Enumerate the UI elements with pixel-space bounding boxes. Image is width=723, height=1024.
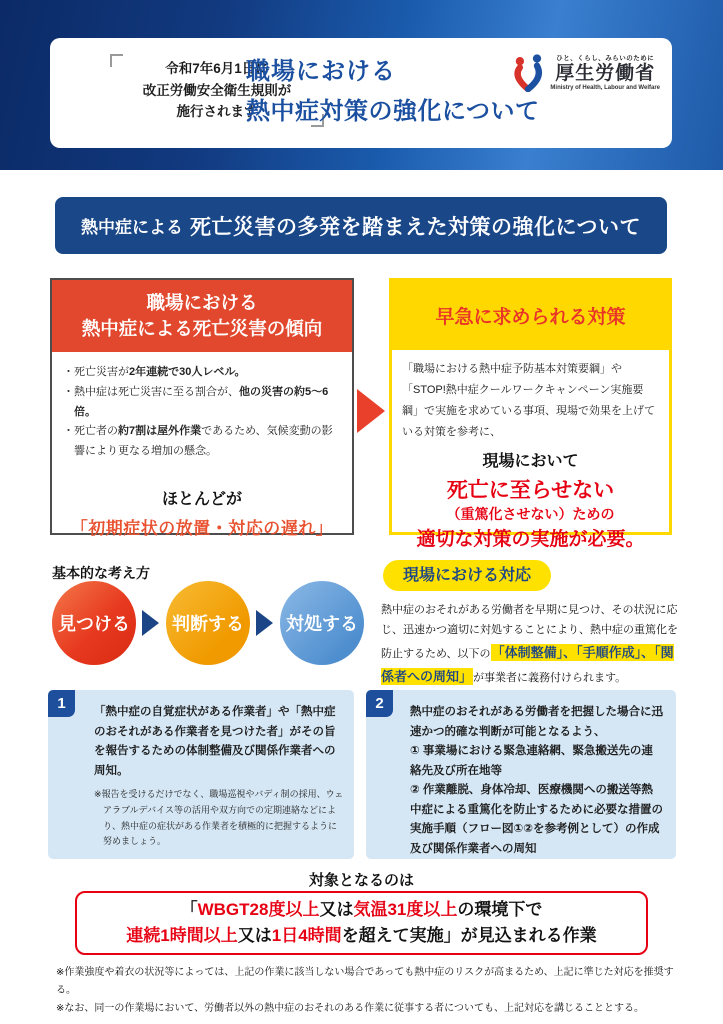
- duty-box-1: [48, 690, 354, 859]
- duty-number-badge-1: 1: [48, 690, 75, 717]
- banner-lead: 熱中症による: [80, 218, 183, 237]
- notice-line2: 改正労働安全衛生規則が: [142, 82, 292, 98]
- notice-line1: 令和7年6月1日に: [165, 61, 269, 76]
- target-line1: 「WBGT28度以上又は気温31度以上の環境下で: [180, 899, 543, 919]
- target-line2: 連続1時間以上又は1日4時間を超えて実施」が見込まれる作業: [126, 926, 597, 945]
- approach-label: 基本的な考え方: [52, 565, 150, 581]
- measures-site-label: 現場において: [482, 452, 579, 470]
- mhlw-logo: [510, 52, 660, 92]
- trend-box-title: [52, 280, 352, 352]
- trend-box-body: [52, 352, 352, 539]
- page-title-line2: 熱中症対策の強化について: [246, 97, 540, 125]
- measures-box-title: 早急に求められる対策: [392, 281, 669, 350]
- notice-line3: 施行されます: [176, 104, 258, 120]
- footnote-1: ※作業強度や着衣の状況等によっては、上記の作業に該当しない場合であっても熱中症のリスクが高まるため、上記に準じた対応を推奨する。: [56, 967, 674, 996]
- mhlw-logo-text: [550, 53, 660, 92]
- trend-bullet-3: ・死亡者の約7割は屋外作業であるため、気候変動の影響により更なる増加の懸念。: [63, 425, 333, 458]
- duty2-point-2: ② 作業離脱、身体冷却、医療機関への搬送等熱中症による重篤化を防止するために必要な措置の実施手順（フロー図①②を参考例として）の作成及び関係作業者への周知: [410, 784, 663, 855]
- obligation-paragraph: 熱中症のおそれがある労働者を早期に見つけ、その状況に応じ、迅速かつ適切に対処することにより、熱中症の重篤化を防止するため、以下の「体制整備」、「手順作成」、「関係者への周知」が事業者に義務付けられます。: [381, 604, 678, 684]
- step-circle-judge: 判断する: [166, 581, 250, 665]
- footnote-2: ※なお、同一の作業場において、労働者以外の熱中症のおそれのある作業に従事する者についても、上記対応を講じることとする。: [56, 1003, 644, 1014]
- duty2-text: [366, 690, 676, 859]
- arrow-right-icon: [357, 389, 385, 433]
- trend-title-line1: 職場における: [146, 292, 258, 314]
- header-card: [50, 38, 672, 148]
- trend-conclusion-main: 「初期症状の放置・対応の遅れ」: [70, 518, 334, 538]
- measures-red-line2: （重篤化させない）ための: [446, 505, 615, 522]
- trend-conclusion-lead: ほとんどが: [161, 490, 242, 508]
- obligation-highlight: 「体制整備」、「手順作成」、「関係者への周知」: [381, 644, 674, 684]
- duty2-intro: 熱中症のおそれがある労働者を把握した場合に迅速かつ的確な判断が可能となるよう、: [410, 706, 663, 738]
- mhlw-name: 厚生労働省: [555, 62, 656, 84]
- measures-box-body: [392, 350, 669, 551]
- step-arrow-icon: [142, 610, 159, 636]
- duty2-point-1: ① 事業場における緊急連絡網、緊急搬送先の連絡先及び所在地等: [410, 745, 653, 777]
- header-band: [0, 0, 723, 170]
- footnotes: [56, 964, 681, 1018]
- measures-red-line3: 適切な対策の実施が必要。: [416, 528, 645, 550]
- target-box: [75, 891, 648, 955]
- banner-main: 死亡災害の多発を踏まえた対策の強化について: [189, 215, 642, 239]
- section-banner: [55, 197, 667, 254]
- measures-box: [389, 278, 672, 550]
- duty-number-badge-2: 2: [366, 690, 393, 717]
- mhlw-tagline: ひと、くらし、みらいのために: [556, 54, 655, 62]
- step-circle-find: 見つける: [52, 581, 136, 665]
- mhlw-logo-icon: [510, 52, 546, 92]
- bracket-open-icon: [110, 54, 123, 67]
- page-title: [246, 52, 540, 131]
- mhlw-name-en: Ministry of Health, Labour and Welfare: [550, 85, 660, 92]
- duty1-note: ※報告を受けるだけでなく、職場巡視やバディ制の採用、ウェアラブルデバイス等の活用や双方向での定期連絡などにより、熱中症の症状がある作業者を積極的に把握するように努めましょう。: [94, 789, 344, 847]
- trend-bullet-2: ・熱中症は死亡災害に至る割合が、他の災害の約5～6倍。: [63, 385, 329, 418]
- step-arrow-icon: [256, 610, 273, 636]
- measures-red-line1: 死亡に至らせない: [446, 478, 615, 502]
- target-label: 対象となるのは: [308, 872, 414, 889]
- step-circle-respond: 対処する: [280, 581, 364, 665]
- page-title-line1: 職場における: [246, 58, 396, 85]
- duty-box-2: [366, 690, 676, 859]
- duty1-text: 「熱中症の自覚症状がある作業者」や「熱中症のおそれがある作業者を見つけた者」がその旨を報告するための体制整備及び関係作業者への周知。: [94, 706, 336, 777]
- trend-title-line2: 熱中症による死亡災害の傾向: [81, 318, 323, 339]
- measures-paragraph: 「職場における熱中症予防基本対策要綱」や「STOP!熱中症クールワークキャンペーン実施要綱」で実施を求めている事項、現場で効果を上げている対策を参考に、: [402, 363, 655, 438]
- trend-bullet-1: ・死亡災害が2年連続で30人レベル。: [63, 366, 246, 378]
- trend-box: [50, 278, 354, 538]
- onsite-response-pill: 現場における対応: [383, 560, 551, 591]
